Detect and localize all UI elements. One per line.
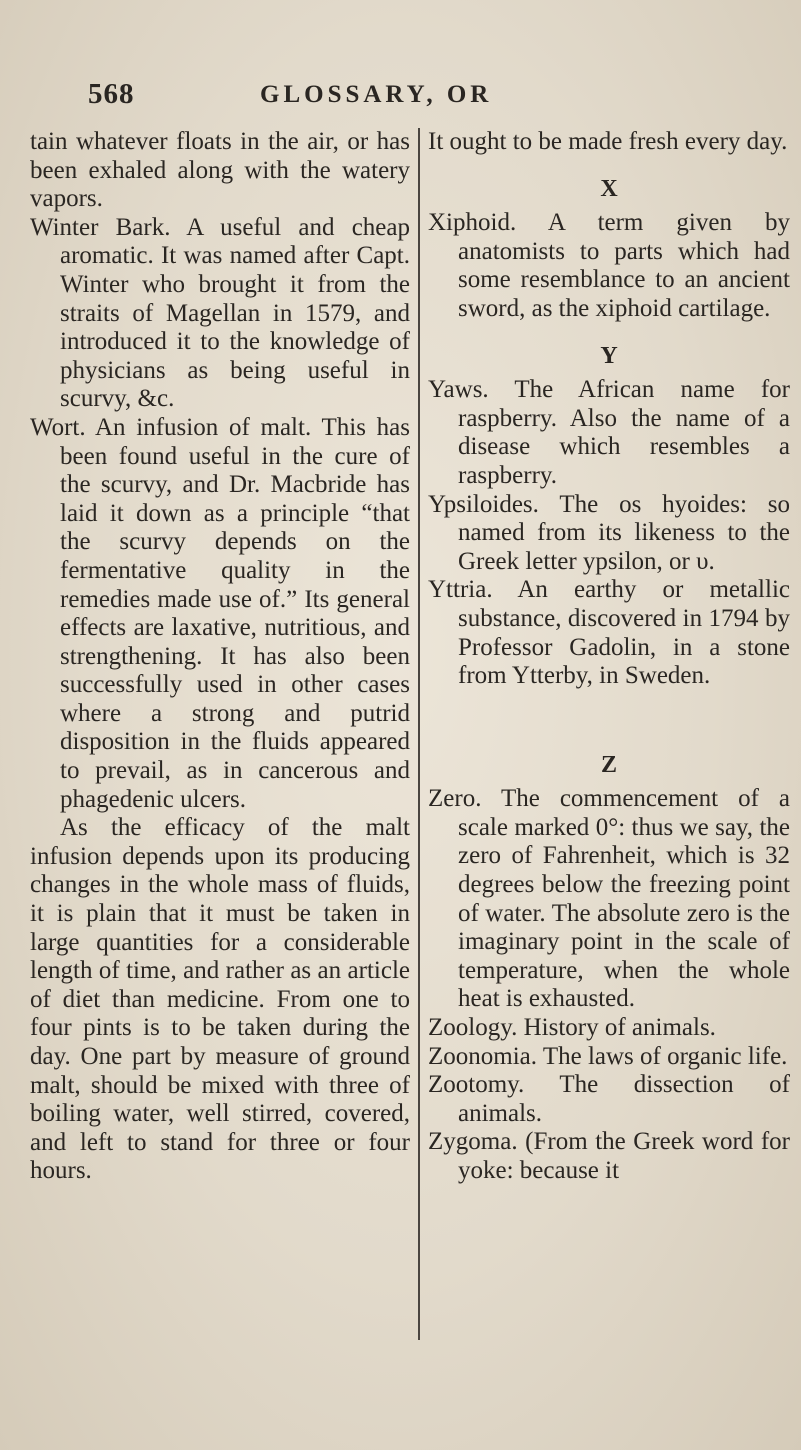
headword-xiphoid: Xiphoid. xyxy=(428,209,517,237)
headword-zoonomia: Zoonomia. xyxy=(428,1042,538,1070)
entry-continuation xyxy=(30,128,410,214)
entry-winter-bark xyxy=(30,214,410,414)
entry-continuation-right xyxy=(428,128,790,157)
headword-zero: Zero. xyxy=(428,785,482,813)
headword-wort: Wort. xyxy=(30,413,86,441)
definition-zero: The commencement of a scale marked 0°: thus we say, the zero of Fahrenheit, which is 32 degrees below the freezing point of water. The absolute zero is the imaginary point in the scale of temperature, when the whole heat is exhausted. xyxy=(458,785,790,1013)
spacer xyxy=(428,691,790,733)
headword-yaws: Yaws. xyxy=(428,376,489,404)
definition-ypsiloides: The os hyoides: so named from its likeness to the Greek letter ypsilon, or υ. xyxy=(458,490,790,575)
definition-yttria: An earthy or metallic substance, discovered in 1794 by Professor Gadolin, in a stone from Ytterby, in Sweden. xyxy=(458,576,790,690)
entry-zero xyxy=(428,785,790,1014)
wort-paragraph-2-text: As the efficacy of the malt infusion depends upon its producing changes in the whole mass of fluids, it is plain that it must be taken in large quantities for a considerable length of time, and rather as an article of diet than medicine. From one to four pints is to be taken during the day. One part by measure of ground malt, should be mixed with three of boiling water, well stirred, covered, and left to stand for three or four hours. xyxy=(30,814,410,1185)
continuation-text: tain whatever floats in the air, or has been exhaled along with the watery vapors. xyxy=(30,128,410,213)
headword-winter-bark: Winter Bark. xyxy=(30,213,171,241)
headword-zygoma: Zygoma. xyxy=(428,1128,518,1156)
page-header xyxy=(70,78,590,118)
section-letter-x: X xyxy=(600,175,618,202)
running-head: GLOSSARY, OR xyxy=(260,81,493,108)
entry-ypsiloides xyxy=(428,491,790,577)
headword-yttria: Yttria. xyxy=(428,576,493,604)
section-letter-y: Y xyxy=(600,342,618,369)
headword-zoology: Zoology. xyxy=(428,1014,518,1042)
continuation-text-right: It ought to be made fresh every day. xyxy=(428,128,788,155)
definition-wort: An infusion of malt. This has been found useful in the cure of the scurvy, and Dr. Macbride has laid it down as a principle “that the scurvy depends on the fermentative quality in the remedies made use of.” Its general effects are laxative, nutritious, and strengthening. It has also been successfully used in other cases where a strong and putrid disposition in the fluids appeared to prevail, as in cancerous and phagedenic ulcers. xyxy=(60,413,410,813)
column-divider xyxy=(418,128,420,1340)
page-number: 568 xyxy=(88,78,135,110)
definition-yaws: The African name for raspberry. Also the name of a disease which resembles a raspberry. xyxy=(458,376,790,489)
definition-zootomy: The dissection of animals. xyxy=(458,1071,790,1127)
left-column xyxy=(30,128,410,1186)
headword-zootomy: Zootomy. xyxy=(428,1071,525,1099)
entry-zoology xyxy=(428,1014,790,1043)
entry-zootomy xyxy=(428,1071,790,1128)
definition-winter-bark: A useful and cheap aromatic. It was named after Capt. Winter who brought it from the straits of Magellan in 1579, and introduced it to the knowledge of physicians as being useful in scurvy, &c. xyxy=(60,213,410,413)
wort-paragraph-2 xyxy=(30,814,410,1186)
section-letter-z: Z xyxy=(600,751,617,778)
entry-zygoma xyxy=(428,1128,790,1185)
definition-zoology: History of animals. xyxy=(523,1014,716,1042)
entry-wort xyxy=(30,414,410,814)
right-column xyxy=(428,128,790,1186)
definition-xiphoid: A term given by anatomists to parts which had some resemblance to an ancient sword, as the xiphoid cartilage. xyxy=(458,209,790,322)
entry-yaws xyxy=(428,376,790,490)
entry-xiphoid xyxy=(428,209,790,323)
entry-zoonomia xyxy=(428,1043,790,1072)
definition-zoonomia: The laws of organic life. xyxy=(542,1042,788,1070)
headword-ypsiloides: Ypsiloides. xyxy=(428,490,539,518)
definition-zygoma: (From the Greek word for yoke: because it xyxy=(458,1128,790,1184)
entry-yttria xyxy=(428,576,790,690)
